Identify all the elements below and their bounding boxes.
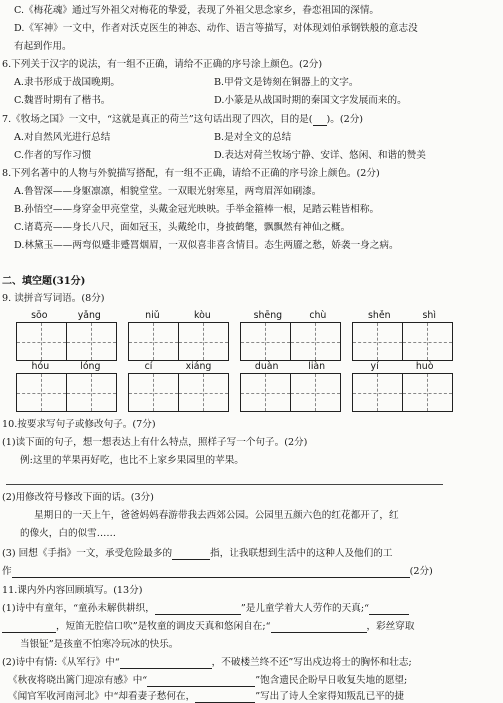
q11-text: ，彩丝穿取 [366,621,415,632]
pinyin-syllable: yí [370,361,379,372]
q11-text: ，短笛无腔信口吹”是牧童的调皮天真和悠闲自在;“ [56,621,271,632]
section-fill-in-title: 二、填空题(31分) [2,276,86,287]
tianzige-answer-box[interactable] [16,322,117,361]
q6-option-b[interactable]: B.甲骨文是铸刻在铜器上的文字。 [214,77,359,88]
tianzige-answer-box[interactable] [16,373,117,412]
tianzige-answer-box[interactable] [128,373,229,412]
q8-option-c[interactable]: C.诸葛亮——身长八尺，面如冠玉，头戴纶巾，身披鹤氅，飘飘然有神仙之概。 [14,222,351,233]
pinyin-syllable: kòu [194,310,211,321]
q10-part3-line2 [2,565,433,578]
q6-option-d[interactable]: D.小篆是从战国时期的秦国文字发展而来的。 [214,95,407,106]
q7-option-d[interactable]: D.表达对荷兰牧场宁静、安详、悠闲、和谐的赞美 [214,150,426,161]
poem-blank[interactable] [271,622,367,633]
pinyin-row-2 [16,361,452,412]
pinyin-word [240,361,340,412]
pinyin-word [128,361,228,412]
pinyin-syllable: niǔ [145,310,160,321]
tianzige-answer-box[interactable] [352,322,453,361]
pinyin-word [240,310,340,361]
q10-part2-text-line1: 星期日的一天上午，爸爸妈妈春游带我去西郊公园。公园里五颜六色的红花都开了，红 [34,510,399,521]
tianzige-answer-box[interactable] [352,373,453,412]
q11-text: (1)诗中有童年，“童孙未解供耕织， [2,603,155,614]
q10-part1: (1)读下面的句子，想一想表达上有什么特点，照样子写一个句子。(2分) [2,437,308,448]
pinyin-word [128,310,228,361]
q11-stem: 11.课内外内容回顾填写。(13分) [2,585,143,596]
q7-option-a[interactable]: A.对自然风光进行总结 [14,132,111,143]
pinyin-word [352,310,452,361]
pinyin-syllable: huò [415,361,434,372]
q11-text: ”饱含遗民企盼早日收复失地的愿望; [255,675,408,686]
q8-option-b[interactable]: B.孙悟空——身穿金甲亮堂堂，头戴金冠光映映。手举金箍棒一根，足踏云鞋皆相称。 [14,204,380,215]
pinyin-syllable: xiáng [185,361,212,372]
q6-option-c[interactable]: C.魏晋时期有了楷书。 [14,95,111,106]
q8-option-d[interactable]: D.林黛玉——两弯似蹙非蹙罥烟眉，一双似喜非喜含情目。态生两靥之愁，娇袭一身之病。 [14,240,399,251]
answer-line[interactable] [6,484,443,485]
poem-blank[interactable] [2,622,56,633]
q7-stem [2,113,363,126]
q11-line4 [2,656,412,669]
pinyin-syllable: shì [422,310,436,321]
q11-text: ”是儿童学着大人劳作的天真;“ [240,603,369,614]
q10-part3 [2,547,392,560]
q8-option-a[interactable]: A.鲁智深——身躯凛凛，相貌堂堂。一双眼光射寒星，两弯眉浑如刷漆。 [14,186,322,197]
poem-blank[interactable] [120,658,212,669]
pinyin-syllable: chù [309,310,327,321]
q11-text: 《闻官军收河南河北》中“却看妻子愁何在， [8,691,196,702]
option-d-line: D.《军神》一文中，作者对沃克医生的神态、动作、语言等描写，对体现刘伯承钢铁般的意志没 [14,23,418,34]
q8-stem: 8.下列名著中的人物与外貌描写搭配，有一组不正确，请给不正确的序号涂上颜色。(2分) [2,168,380,179]
q10-part3-answer-blank[interactable] [12,567,410,578]
q10-part3-text-a: (3) 回想《手指》一文，承受危险最多的 [2,548,173,559]
q11-text: ”写出了诗人全家得知叛乱已平的捷 [255,691,404,702]
option-d-continuation: 有起到作用。 [14,41,72,52]
q10-part3-score: (2分) [409,566,433,577]
pinyin-syllable: liàn [308,361,326,372]
option-c-line: C.《梅花魂》通过写外祖父对梅花的挚爱，表现了外祖父思念家乡，眷恋祖国的深情。 [14,5,380,16]
q10-part1-example: 例:这里的苹果再好吃，也比不上家乡果园里的苹果。 [20,455,244,466]
poem-blank[interactable] [369,604,409,615]
pinyin-word [352,361,452,412]
pinyin-syllable: duàn [254,361,279,372]
q7-stem-part1: 7.《牧场之国》一文中，“这就是真正的荷兰”这句话出现了四次，目的是( [2,114,313,125]
q11-text: 《秋夜将晓出篱门迎凉有感》中“ [8,675,148,686]
q7-stem-part2: )。(2分) [326,114,364,125]
pinyin-syllable: sōo [31,310,48,321]
tianzige-answer-box[interactable] [128,322,229,361]
q7-option-c[interactable]: C.作者的写作习惯 [14,150,92,161]
q11-line2 [2,620,414,633]
q10-part3-blank[interactable] [172,549,210,560]
q10-part3-text-c: 作 [2,566,12,577]
pinyin-word [16,361,116,412]
pinyin-syllable: shēng [253,310,283,321]
q11-text: (2)诗中有情:《从军行》中“ [2,657,120,668]
q6-option-a[interactable]: A.隶书形成于战国晚期。 [14,77,120,88]
pinyin-word [16,310,116,361]
tianzige-answer-box[interactable] [240,373,341,412]
q10-part2-text-line2: 的像火，白的似雪…… [20,528,116,539]
q7-answer-blank[interactable] [313,115,327,126]
q11-line3: 当银钲”是孩童不怕寒冷玩冰的快乐。 [20,639,179,650]
poem-blank[interactable] [147,676,255,687]
q7-option-b[interactable]: B.是对全文的总结 [214,132,292,143]
poem-blank[interactable] [195,692,255,703]
q11-line6 [8,690,404,703]
pinyin-syllable: cí [144,361,153,372]
pinyin-syllable: yǎng [77,310,101,321]
pinyin-syllable: shěn [368,310,391,321]
pinyin-syllable: lóng [80,361,101,372]
q6-stem: 6.下列关于汉字的说法，有一组不正确，请给不正确的序号涂上颜色。(2分) [2,59,323,70]
q9-stem: 9. 读拼音写词语。(8分) [2,293,105,304]
tianzige-answer-box[interactable] [240,322,341,361]
poem-blank[interactable] [155,604,241,615]
q10-stem: 10.按要求写句子或修改句子。(7分) [2,419,156,430]
pinyin-row-1 [16,310,452,361]
q10-part3-text-b: 指，让我联想到生活中的这种人及他们的工 [210,548,393,559]
pinyin-syllable: hóu [31,361,50,372]
q10-part2: (2)用修改符号修改下面的话。(3分) [2,492,154,503]
q11-line1 [2,602,409,615]
q11-text: ，不破楼兰终不还”写出戍边将士的胸怀和壮志; [211,657,412,668]
q11-line5 [8,674,407,687]
